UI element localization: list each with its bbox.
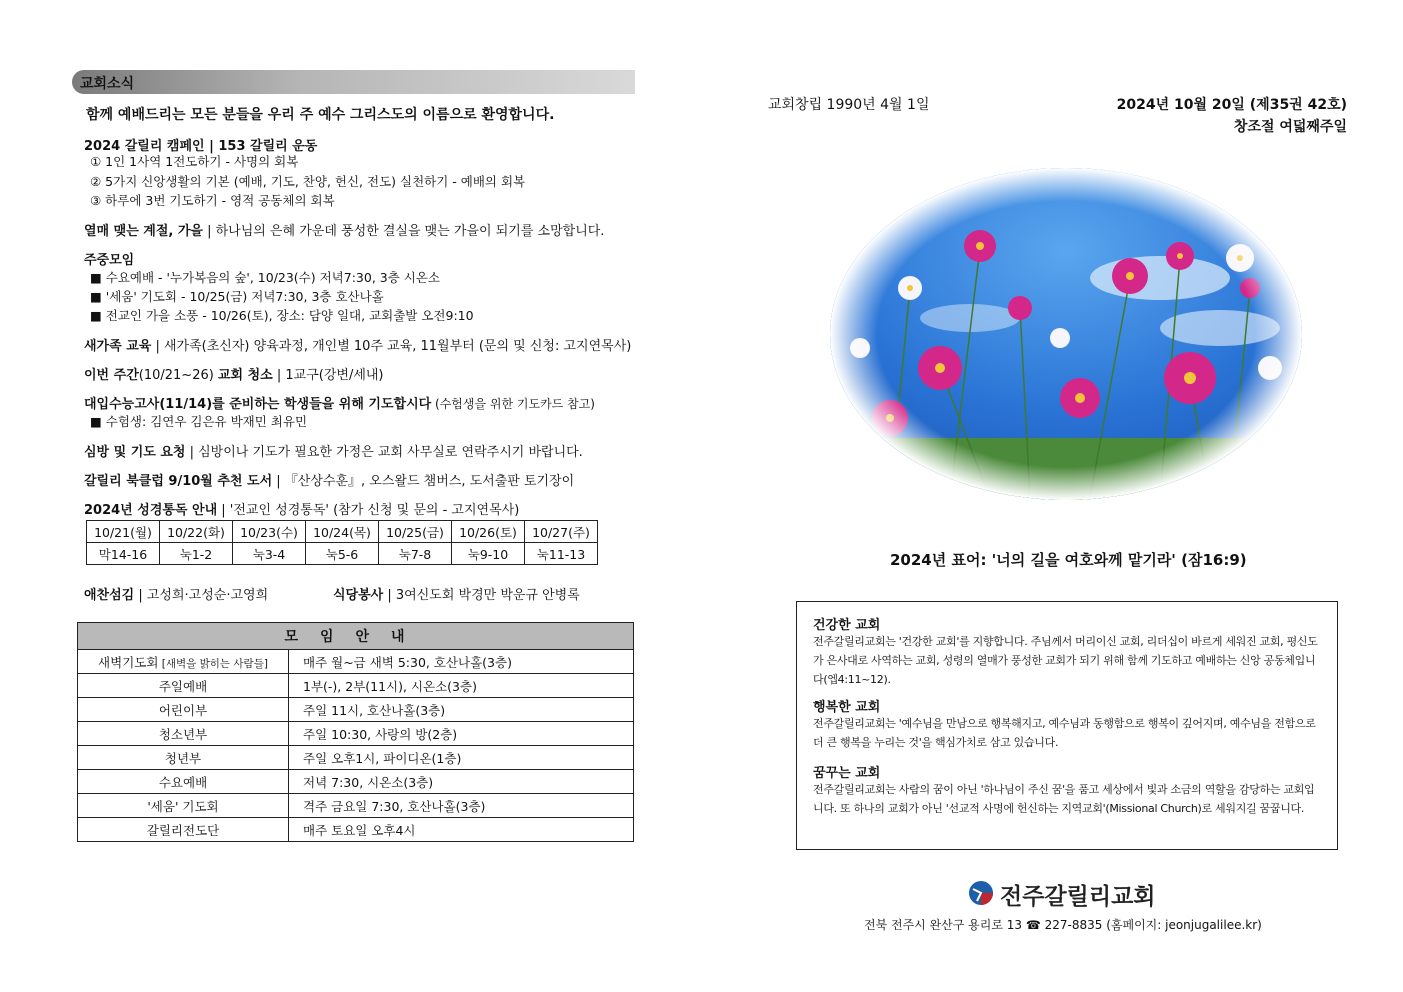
weekly-item: ■ '세움' 기도회 - 10/25(금) 저녁7:30, 3층 호산나홀 <box>90 289 384 304</box>
table-row <box>78 674 634 698</box>
value-title: 건강한 교회 <box>813 618 881 633</box>
bible-day: 10/22(화) <box>160 521 233 543</box>
cleaning-text: | 1교구(강변/세내) <box>272 368 384 383</box>
bible-read: 눅5-6 <box>306 543 379 565</box>
table-row <box>78 698 634 722</box>
meeting-time: 1부(-), 2부(11시), 시온소(3층) <box>289 674 634 698</box>
meetings-title: 모임안내 <box>78 623 634 650</box>
value-text: 전주갈릴리교회는 '건강한 교회'를 지향합니다. 주님께서 머리이신 교회, 리더십이 바르게 세워진 교회, 평신도가 은사대로 사역하는 교회, 성령의 열매가 풍성한 교회가 되기 위해 함께 기도하고 예배하는 신앙 공동체입니다(엡4:11~12). <box>813 635 1318 686</box>
founded-date: 교회창립 1990년 4월 1일 <box>768 97 930 113</box>
meeting-name: 청년부 <box>78 746 289 770</box>
bible-reads-row <box>87 543 598 565</box>
book-notice <box>84 470 574 489</box>
value-title: 행복한 교회 <box>813 700 881 715</box>
visit-title: 심방 및 기도 요청 <box>84 445 186 460</box>
annual-motto: 2024년 표어: '너의 길을 여호와께 맡기라' (잠16:9) <box>890 551 1247 569</box>
meeting-time: 주일 오후1시, 파이디온(1층) <box>289 746 634 770</box>
exam-students: ■ 수험생: 김연우 김은유 박재민 최유민 <box>90 414 308 429</box>
campaign-title: 2024 갈릴리 캠페인 | 153 갈릴리 운동 <box>84 139 318 154</box>
flower-text: | 고성희·고성순·고영희 <box>134 588 269 603</box>
bible-day: 10/26(토) <box>452 521 525 543</box>
meeting-name: '세움' 기도회 <box>78 794 289 818</box>
campaign-item: ① 1인 1사역 1전도하기 - 사명의 회복 <box>90 154 299 169</box>
table-row <box>78 722 634 746</box>
meeting-name: 청소년부 <box>78 722 289 746</box>
visit-text: | 심방이나 기도가 필요한 가정은 교회 사무실로 연락주시기 바랍니다. <box>185 445 583 460</box>
exam-notice <box>84 393 595 412</box>
fall-notice <box>84 220 604 239</box>
cleaning-notice <box>84 364 384 383</box>
cosmos-flower-image <box>830 168 1302 500</box>
church-values-box <box>796 601 1338 850</box>
flower-notice <box>84 584 268 603</box>
table-row <box>78 794 634 818</box>
weekly-item: ■ 수요예배 - '누가복음의 숲', 10/23(수) 저녁7:30, 3층 시온소 <box>90 270 441 285</box>
meeting-name: 갈릴리전도단 <box>78 818 289 842</box>
church-emblem-icon <box>968 880 994 906</box>
church-address: 전북 전주시 완산구 용리로 13 ☎ 227-8835 (홈페이지: jeonjugalilee.kr) <box>864 918 1262 932</box>
liturgical-season: 창조절 여덟째주일 <box>1233 119 1347 135</box>
bible-read: 눅1-2 <box>160 543 233 565</box>
table-row <box>78 746 634 770</box>
meeting-time: 매주 월~금 새벽 5:30, 호산나홀(3층) <box>289 650 634 674</box>
meeting-name: 어린이부 <box>78 698 289 722</box>
table-row <box>78 650 634 674</box>
meeting-time: 주일 11시, 호산나홀(3층) <box>289 698 634 722</box>
meeting-name: 수요예배 <box>78 770 289 794</box>
weekly-title: 주중모임 <box>84 253 135 268</box>
bible-days-row <box>87 521 598 543</box>
bible-day: 10/27(주) <box>525 521 598 543</box>
flower-illustration <box>830 168 1302 500</box>
value-text: 전주갈릴리교회는 사람의 꿈이 아닌 '하나님이 주신 꿈'을 품고 세상에서 빛과 소금의 역할을 감당하는 교회입니다. 또 하나의 교회가 아닌 '선교적 사명에 헌신하는 지역교회'(Missional Church)로 세워지길 꿈꿉니다. <box>813 783 1315 815</box>
weekly-item: ■ 전교인 가을 소풍 - 10/26(토), 장소: 담양 일대, 교회출발 오전9:10 <box>90 308 474 323</box>
table-row <box>78 770 634 794</box>
newfamily-notice <box>84 335 631 354</box>
exam-title: 대입수능고사(11/14)를 준비하는 학생들을 위해 기도합시다 <box>84 397 432 412</box>
visit-notice <box>84 441 583 460</box>
table-row <box>78 818 634 842</box>
bulletin-date: 2024년 10월 20일 (제35권 42호) <box>1116 97 1347 113</box>
bible-read: 막14-16 <box>87 543 160 565</box>
newfamily-title: 새가족 교육 <box>84 339 152 354</box>
meeting-name: 주일예배 <box>78 674 289 698</box>
fall-title: 열매 맺는 계절, 가을 <box>84 224 203 239</box>
bible-notice <box>84 499 519 518</box>
dining-text: | 3여신도회 박경만 박운규 안병록 <box>383 588 580 603</box>
bible-day: 10/24(목) <box>306 521 379 543</box>
bible-title: 2024년 성경통독 안내 <box>84 503 218 518</box>
meeting-name <box>78 650 289 674</box>
book-title: 갈릴리 북클럽 9/10월 추천 도서 <box>84 474 273 489</box>
dining-title: 식당봉사 <box>333 588 384 603</box>
section-header-bar <box>72 70 635 94</box>
cleaning-dates: (10/21~26) <box>138 368 218 383</box>
meeting-time: 저녁 7:30, 시온소(3층) <box>289 770 634 794</box>
bible-read: 눅3-4 <box>233 543 306 565</box>
bible-day: 10/25(금) <box>379 521 452 543</box>
campaign-item: ③ 하루에 3번 기도하기 - 영적 공동체의 회복 <box>90 193 335 208</box>
dining-notice <box>333 584 580 603</box>
cleaning-title-b: 교회 청소 <box>217 368 273 383</box>
welcome-text: 함께 예배드리는 모든 분들을 우리 주 예수 그리스도의 이름으로 환영합니다. <box>86 107 555 123</box>
bible-day: 10/23(수) <box>233 521 306 543</box>
exam-note: (수험생을 위한 기도카드 참고) <box>431 397 595 411</box>
bible-day: 10/21(월) <box>87 521 160 543</box>
bible-read: 눅9-10 <box>452 543 525 565</box>
bible-text: | '전교인 성경통독' (참가 신청 및 문의 - 고지연목사) <box>217 503 520 518</box>
campaign-item: ② 5가지 신앙생활의 기본 (예배, 기도, 찬양, 헌신, 전도) 실천하기 - 예배의 회복 <box>90 174 526 189</box>
bible-read: 눅7-8 <box>379 543 452 565</box>
flower-title: 애찬섬김 <box>84 588 135 603</box>
value-title: 꿈꾸는 교회 <box>813 766 881 781</box>
meeting-time: 주일 10:30, 사랑의 방(2층) <box>289 722 634 746</box>
meeting-name-note: [새벽을 밝히는 사람들] <box>158 657 268 670</box>
value-text: 전주갈릴리교회는 '예수님을 만남으로 행복해지고, 예수님과 동행함으로 행복이 깊어지며, 예수님을 전함으로 더 큰 행복을 누리는 것'을 핵심가치로 삼고 있습니다. <box>813 717 1316 749</box>
newfamily-text: | 새가족(초신자) 양육과정, 개인별 10주 교육, 11월부터 (문의 및 신청: 고지연목사) <box>151 339 632 354</box>
section-header-title: 교회소식 <box>80 76 135 92</box>
meeting-time: 격주 금요일 7:30, 호산나홀(3층) <box>289 794 634 818</box>
meetings-table <box>77 622 634 842</box>
bible-read: 눅11-13 <box>525 543 598 565</box>
meeting-time: 매주 토요일 오후4시 <box>289 818 634 842</box>
meeting-name-text: 새벽기도회 <box>98 654 159 670</box>
church-name: 전주갈릴리교회 <box>1000 884 1156 910</box>
book-text: | 『산상수훈』, 오스왈드 챔버스, 도서출판 토기장이 <box>272 474 575 489</box>
fall-text: | 하나님의 은혜 가운데 풍성한 결실을 맺는 가을이 되기를 소망합니다. <box>202 224 605 239</box>
bible-reading-table <box>86 520 598 565</box>
cleaning-title-a: 이번 주간 <box>84 368 139 383</box>
